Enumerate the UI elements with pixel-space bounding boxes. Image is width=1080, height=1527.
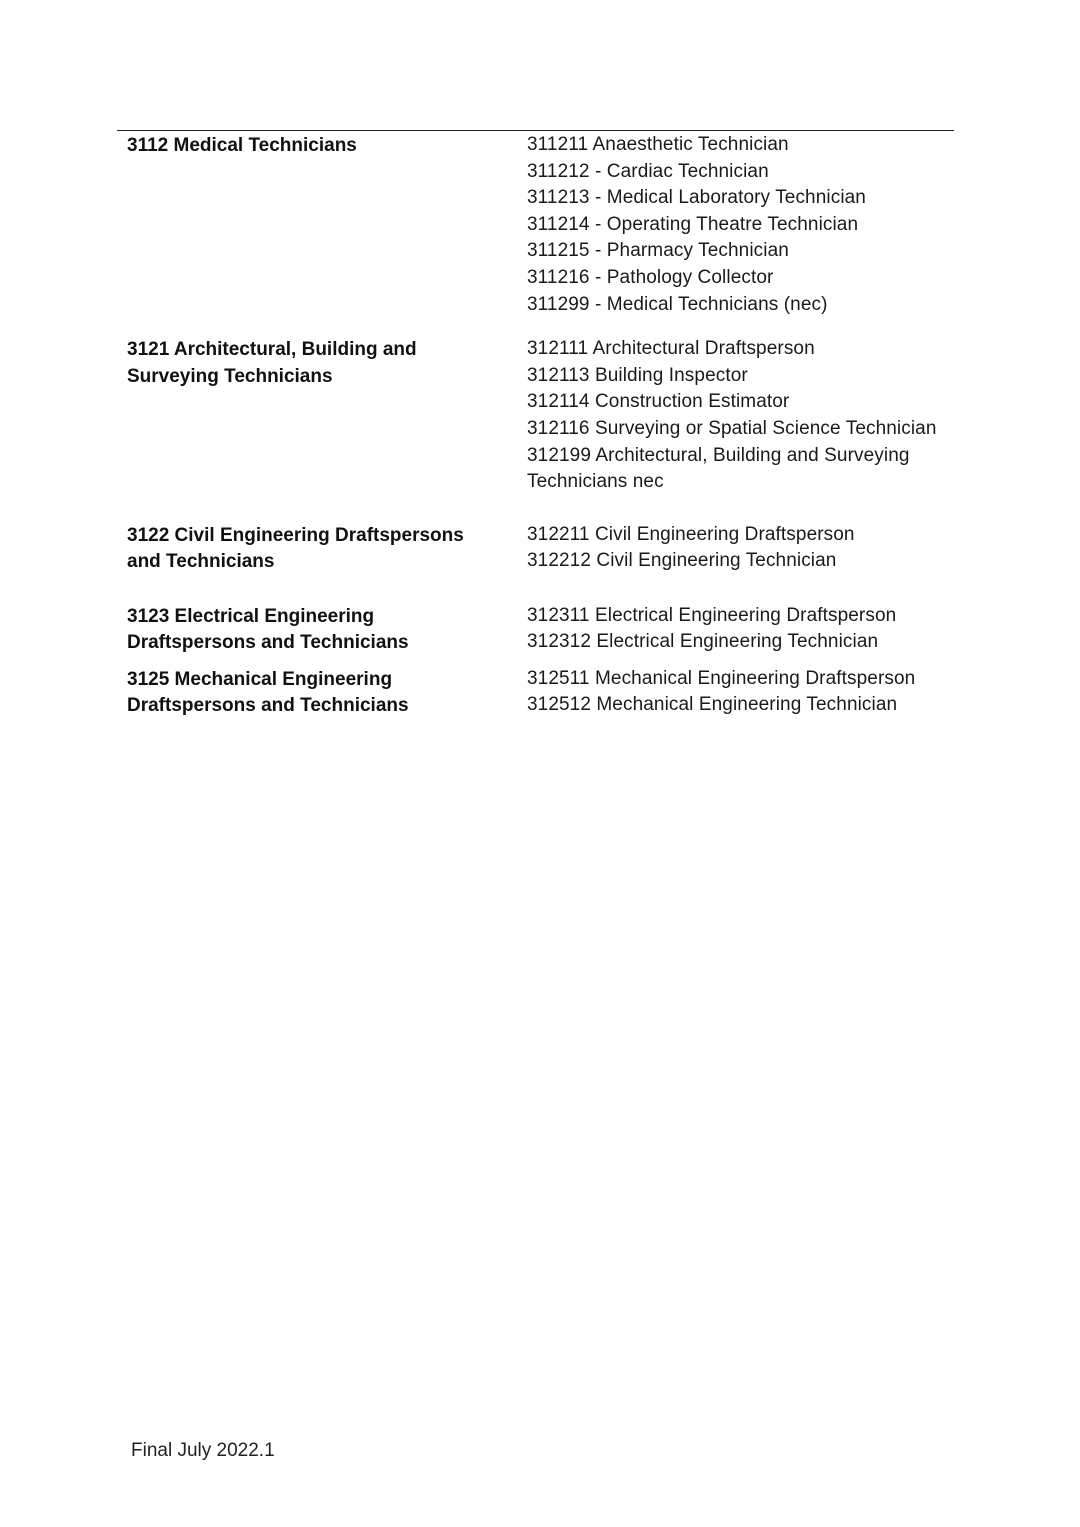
group-title <box>127 132 527 160</box>
table-row <box>127 336 954 496</box>
group-title-line: 3122 Civil Engineering Draftspersons <box>127 524 464 546</box>
list-item: 311212 - Cardiac Technician <box>527 160 769 182</box>
group-title-line: Draftspersons and Technicians <box>127 695 409 717</box>
list-item: 311299 - Medical Technicians (nec) <box>527 293 828 315</box>
list-item: Technicians nec <box>527 471 664 493</box>
group-title <box>127 603 527 657</box>
occupation-list <box>527 666 954 719</box>
occupation-list <box>527 132 954 318</box>
list-item: 312116 Surveying or Spatial Science Technician <box>527 417 937 439</box>
list-item: 312511 Mechanical Engineering Draftsperson <box>527 667 916 689</box>
table-row <box>127 603 954 657</box>
list-item: 311215 - Pharmacy Technician <box>527 240 789 262</box>
group-title-line: Surveying Technicians <box>127 365 333 387</box>
list-item: 312311 Electrical Engineering Draftsperson <box>527 604 897 626</box>
list-item: 312111 Architectural Draftsperson <box>527 338 815 360</box>
group-title <box>127 336 527 390</box>
footer-version: Final July 2022.1 <box>131 1440 275 1461</box>
table-row <box>127 522 954 576</box>
list-item: 312211 Civil Engineering Draftsperson <box>527 523 855 545</box>
list-item: 312312 Electrical Engineering Technician <box>527 631 879 653</box>
occupation-list <box>527 522 954 575</box>
list-item: 312212 Civil Engineering Technician <box>527 550 837 572</box>
table-row <box>127 132 954 318</box>
occupation-list <box>527 603 954 656</box>
list-item: 311216 - Pathology Collector <box>527 266 774 288</box>
list-item: 312114 Construction Estimator <box>527 391 790 413</box>
list-item: 312512 Mechanical Engineering Technician <box>527 694 898 716</box>
list-item: 312199 Architectural, Building and Surveying <box>527 444 910 466</box>
group-title <box>127 522 527 576</box>
table-row <box>127 666 954 720</box>
occupation-table <box>127 132 954 720</box>
group-title-line: 3123 Electrical Engineering <box>127 605 375 627</box>
group-title-line: 3112 Medical Technicians <box>127 135 357 156</box>
occupation-list <box>527 336 954 496</box>
group-title-line: 3125 Mechanical Engineering <box>127 668 393 690</box>
table-top-rule <box>117 130 954 131</box>
group-title <box>127 666 527 720</box>
list-item: 311214 - Operating Theatre Technician <box>527 213 859 235</box>
list-item: 312113 Building Inspector <box>527 364 748 386</box>
group-title-line: Draftspersons and Technicians <box>127 632 409 654</box>
group-title-line: 3121 Architectural, Building and <box>127 339 417 361</box>
group-title-line: and Technicians <box>127 551 275 573</box>
list-item: 311211 Anaesthetic Technician <box>527 134 789 155</box>
list-item: 311213 - Medical Laboratory Technician <box>527 187 866 209</box>
